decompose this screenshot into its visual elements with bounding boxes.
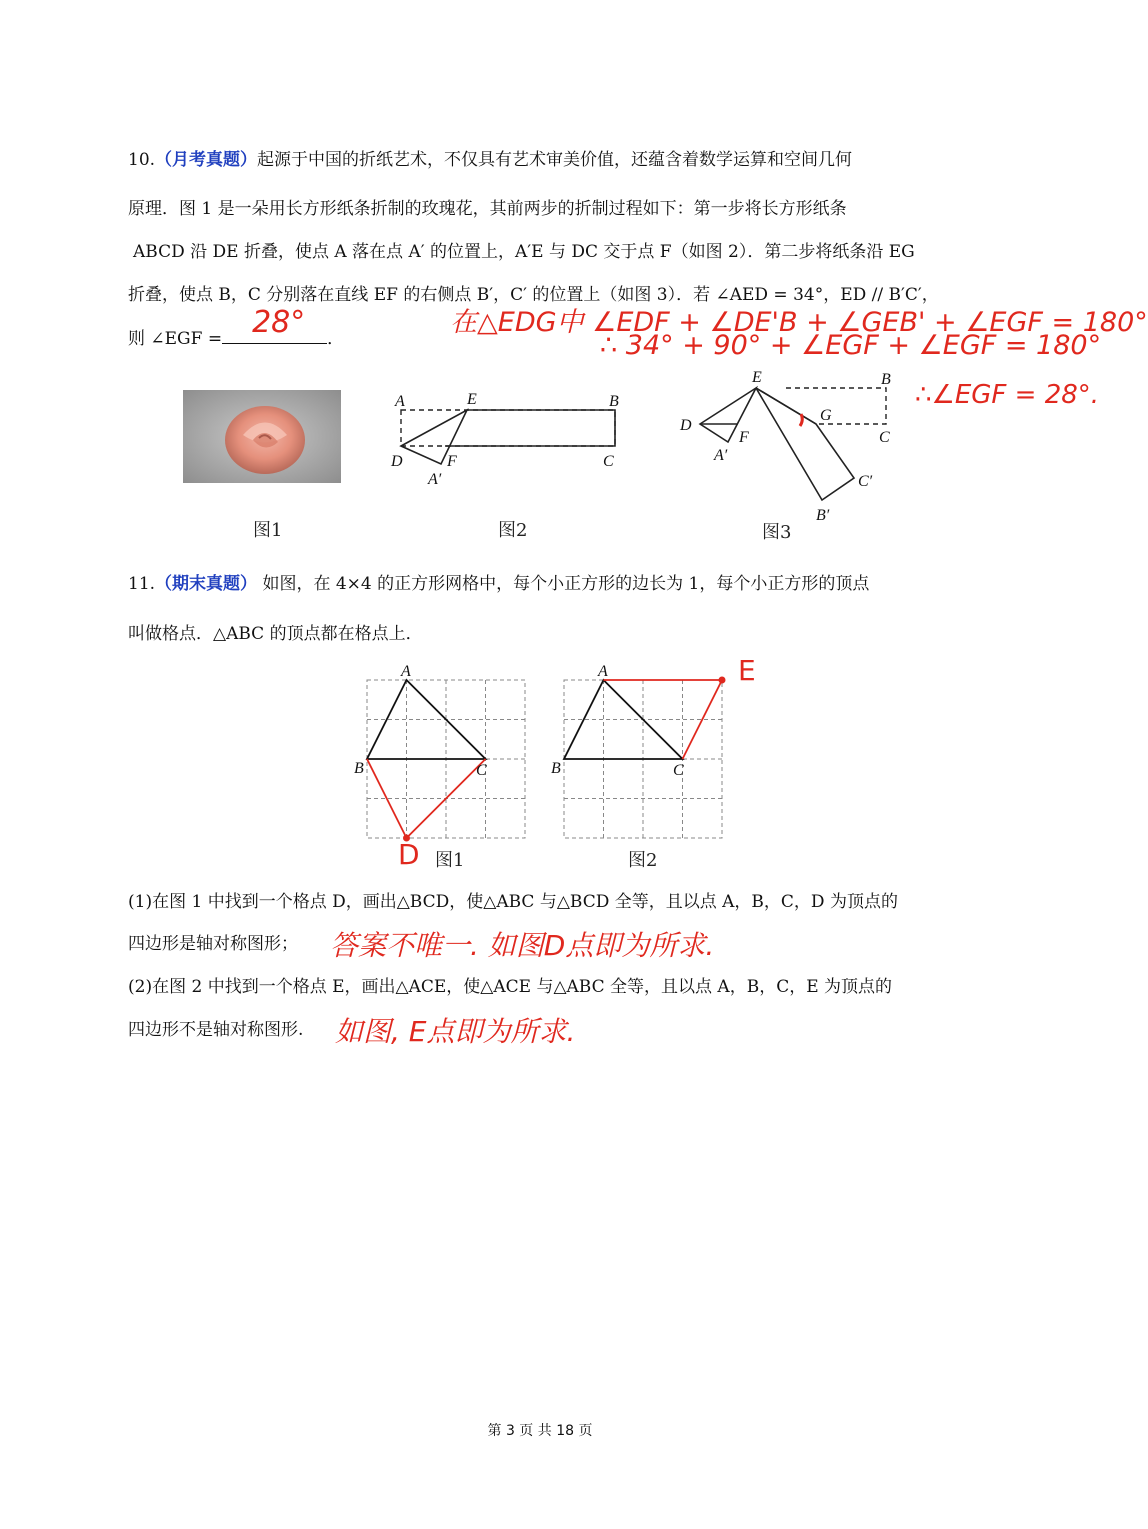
grid2-label-c: C [673, 762, 684, 779]
fig1-caption: 图1 [253, 520, 283, 541]
grid-fig1 [352, 660, 542, 860]
fig3-label-f: F [739, 429, 749, 446]
page-footer: 第 3 页 共 18 页 [487, 1423, 593, 1439]
fig2-label-e: E [467, 391, 477, 408]
handwritten-label-e: E [738, 654, 756, 687]
fig2-label-f: F [447, 453, 457, 470]
grid-fig2 [550, 660, 740, 860]
fig3-diagram [676, 370, 906, 530]
fig3-label-a-prime: A′ [714, 447, 728, 464]
grid1-label-c: C [476, 762, 487, 779]
fig3-caption: 图3 [762, 522, 792, 543]
handwritten-label-d: D [398, 838, 420, 871]
fig2-label-a: A [395, 393, 405, 410]
fig3-label-b-prime: B′ [816, 507, 830, 524]
grid-fig1-caption: 图1 [435, 850, 465, 871]
handwritten-part1-answer: 答案不唯一. 如图D点即为所求. [330, 929, 715, 962]
fig2-diagram [385, 390, 635, 495]
handwritten-solution-line-1: 在△EDG中 ∠EDF + ∠DE'B + ∠GEB' + ∠EGF = 180° [450, 307, 1148, 338]
fig2-label-c: C [603, 453, 614, 470]
fig3-label-e: E [752, 369, 762, 386]
q10-text-1: 起源于中国的折纸艺术，不仅具有艺术审美价值，还蕴含着数学运算和空间几何 [257, 150, 853, 170]
fig2-caption: 图2 [498, 520, 528, 541]
q11-part1-line-1: (1)在图 1 中找到一个格点 D，画出△BCD，使△ABC 与△BCD 全等，且以点 A，B，C，D 为顶点的 [128, 892, 898, 912]
rose-photo [183, 390, 341, 483]
answer-blank [222, 305, 327, 344]
fig3-label-b: B [881, 371, 891, 388]
q11-part2-line-1: (2)在图 2 中找到一个格点 E，画出△ACE，使△ACE 与△ABC 全等，且以点 A，B，C，E 为顶点的 [128, 977, 893, 997]
handwritten-solution-line-3: ∴∠EGF = 28°. [915, 380, 1100, 410]
q11-line-2: 叫做格点．△ABC 的顶点都在格点上． [128, 624, 423, 644]
grid2-label-b: B [551, 760, 561, 777]
q10-line-2: 原理．图 1 是一朵用长方形纸条折制的玫瑰花，其前两步的折制过程如下：第一步将长方形纸条 [128, 199, 847, 219]
q11-part2-line-2: 四边形不是轴对称图形. [128, 1020, 304, 1040]
q11-tag: （期末真题） [155, 574, 258, 594]
q10-number: 10. [128, 150, 156, 170]
fig2-label-b: B [609, 393, 619, 410]
q10-period: ． [327, 329, 345, 349]
handwritten-answer: 28° [252, 305, 306, 340]
handwritten-part2-answer: 如图, E点即为所求. [335, 1015, 576, 1048]
fig2-label-d: D [391, 453, 403, 470]
handwritten-solution-line-2: ∴ 34° + 90° + ∠EGF + ∠EGF = 180° [600, 330, 1102, 361]
fig3-label-c-prime: C′ [858, 473, 873, 490]
q10-line-1 [128, 148, 852, 172]
q10-line-3: ABCD 沿 DE 折叠，使点 A 落在点 A′ 的位置上，A′E 与 DC 交于点 F（如图 2）．第二步将纸条沿 EG [133, 242, 915, 262]
q11-text-1: 如图，在 4×4 的正方形网格中，每个小正方形的边长为 1，每个小正方形的顶点 [262, 574, 870, 594]
fig2-label-a-prime: A′ [428, 471, 442, 488]
q10-line-4: 折叠，使点 B，C 分别落在直线 EF 的右侧点 B′，C′ 的位置上（如图 3）．若 ∠AED = 34°，ED // B′C′， [128, 285, 939, 305]
fig3-label-g: G [820, 407, 832, 424]
q11-number: 11. [128, 574, 156, 594]
q10-line-5 [128, 305, 345, 351]
q11-part1-line-2: 四边形是轴对称图形； [128, 934, 298, 954]
fig3-label-d: D [680, 417, 692, 434]
grid-fig2-caption: 图2 [628, 850, 658, 871]
q10-tag: （月考真题） [155, 150, 258, 170]
q10-question-text: 则 ∠EGF = [128, 329, 223, 349]
grid2-label-a: A [598, 663, 608, 680]
grid1-label-b: B [354, 760, 364, 777]
fig3-label-c: C [879, 429, 890, 446]
q11-line-1 [128, 572, 869, 596]
grid1-label-a: A [401, 663, 411, 680]
